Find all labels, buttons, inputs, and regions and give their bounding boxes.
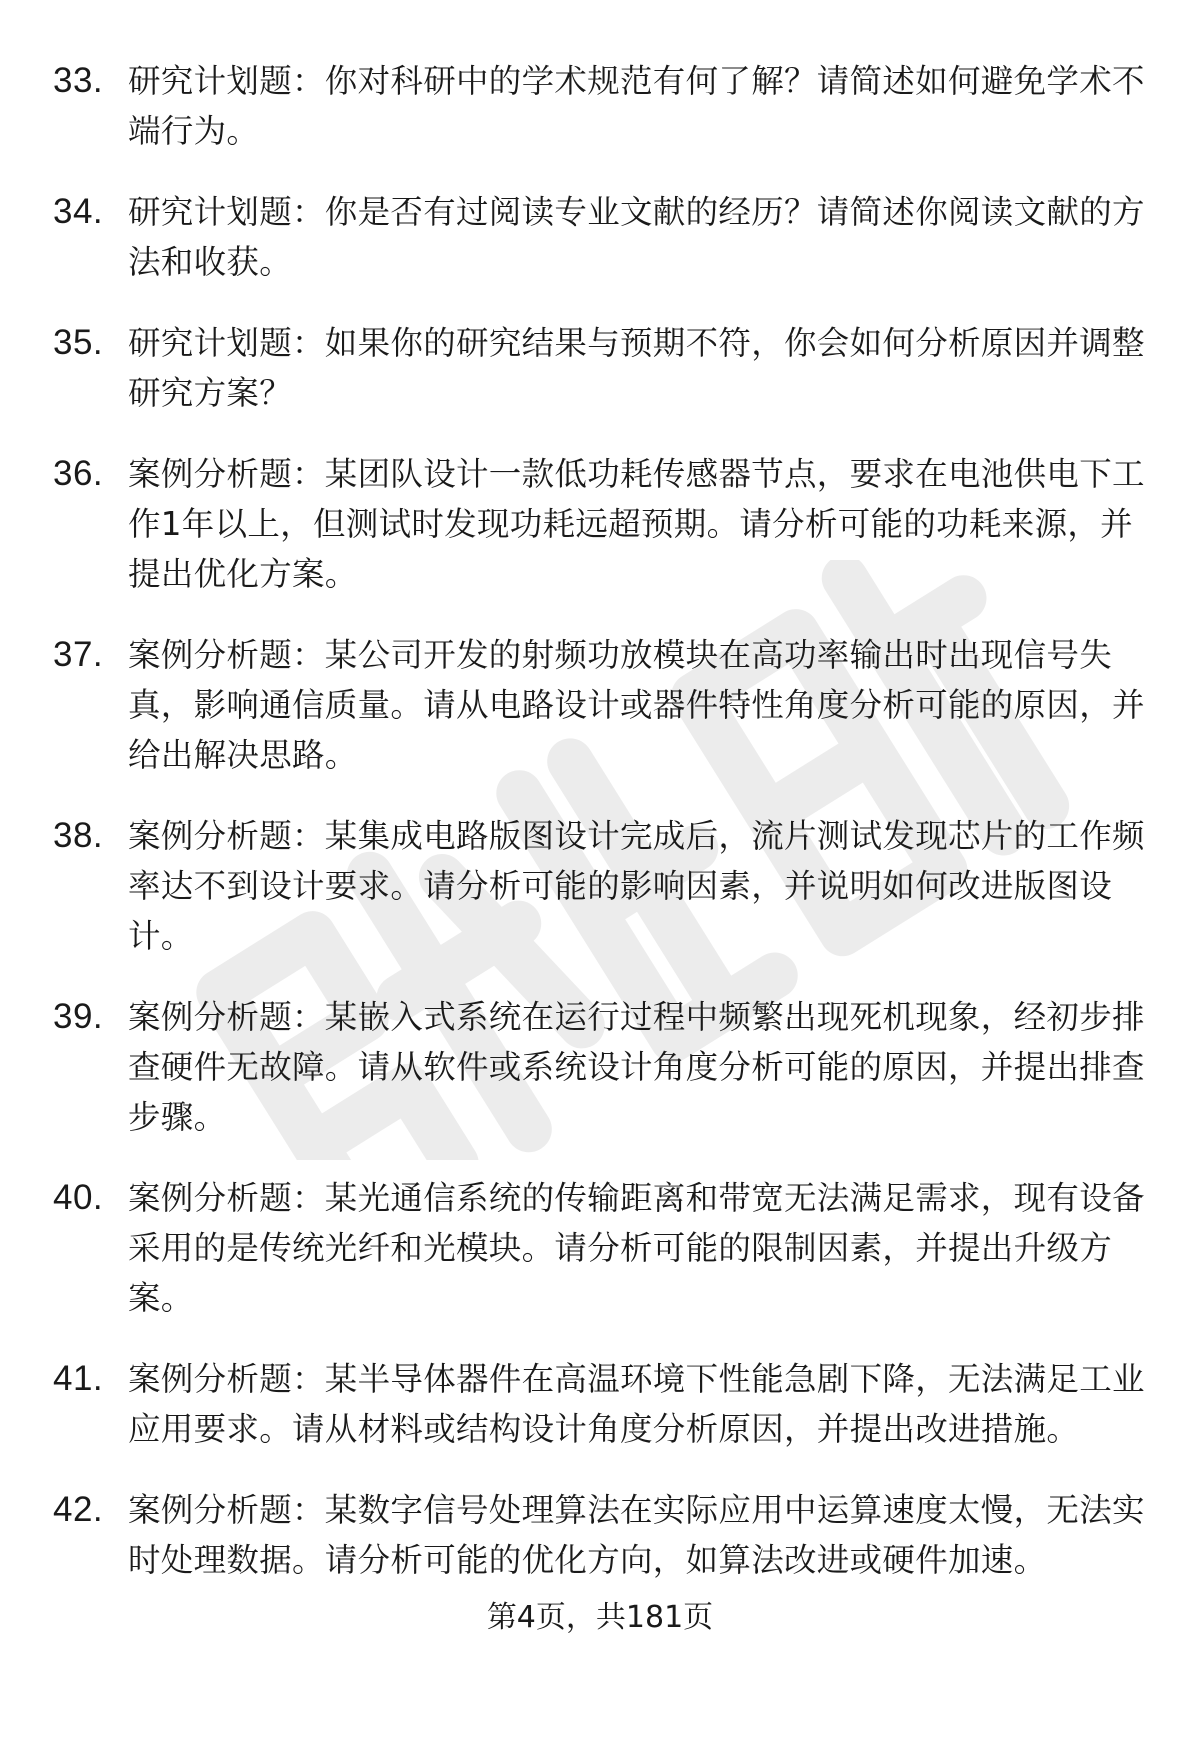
question-text: 研究计划题：你对科研中的学术规范有何了解？请简述如何避免学术不端行为。 [128, 62, 1145, 150]
question-number: 37. [53, 635, 104, 674]
question-text: 案例分析题：某团队设计一款低功耗传感器节点，要求在电池供电下工作1年以上，但测试时发现功耗远超预期。请分析可能的功耗来源，并提出优化方案。 [128, 455, 1145, 593]
question-number: 39. [53, 997, 104, 1036]
question-number: 42. [53, 1490, 104, 1529]
question-text: 研究计划题：如果你的研究结果与预期不符，你会如何分析原因并调整研究方案？ [128, 324, 1145, 412]
question-text: 研究计划题：你是否有过阅读专业文献的经历？请简述你阅读文献的方法和收获。 [128, 193, 1145, 281]
question-number: 34. [53, 192, 104, 231]
page-footer: 第4页，共181页 [486, 1600, 714, 1635]
question-number: 38. [53, 816, 104, 855]
question-text: 案例分析题：某集成电路版图设计完成后，流片测试发现芯片的工作频率达不到设计要求。请分析可能的影响因素，并说明如何改进版图设计。 [128, 817, 1145, 955]
question-number: 41. [53, 1359, 104, 1398]
question-number: 33. [53, 61, 104, 100]
question-text: 案例分析题：某半导体器件在高温环境下性能急剧下降，无法满足工业应用要求。请从材料或结构设计角度分析原因，并提出改进措施。 [128, 1360, 1145, 1448]
question-text: 案例分析题：某嵌入式系统在运行过程中频繁出现死机现象，经初步排查硬件无故障。请从软件或系统设计角度分析可能的原因，并提出排查步骤。 [128, 998, 1145, 1136]
question-text: 案例分析题：某公司开发的射频功放模块在高功率输出时出现信号失真，影响通信质量。请从电路设计或器件特性角度分析可能的原因，并给出解决思路。 [128, 636, 1145, 774]
question-text: 案例分析题：某光通信系统的传输距离和带宽无法满足需求，现有设备采用的是传统光纤和光模块。请分析可能的限制因素，并提出升级方案。 [128, 1179, 1145, 1317]
question-number: 40. [53, 1178, 104, 1217]
question-number: 35. [53, 323, 104, 362]
question-number: 36. [53, 454, 104, 493]
question-text: 案例分析题：某数字信号处理算法在实际应用中运算速度太慢，无法实时处理数据。请分析可能的优化方向，如算法改进或硬件加速。 [128, 1491, 1145, 1579]
